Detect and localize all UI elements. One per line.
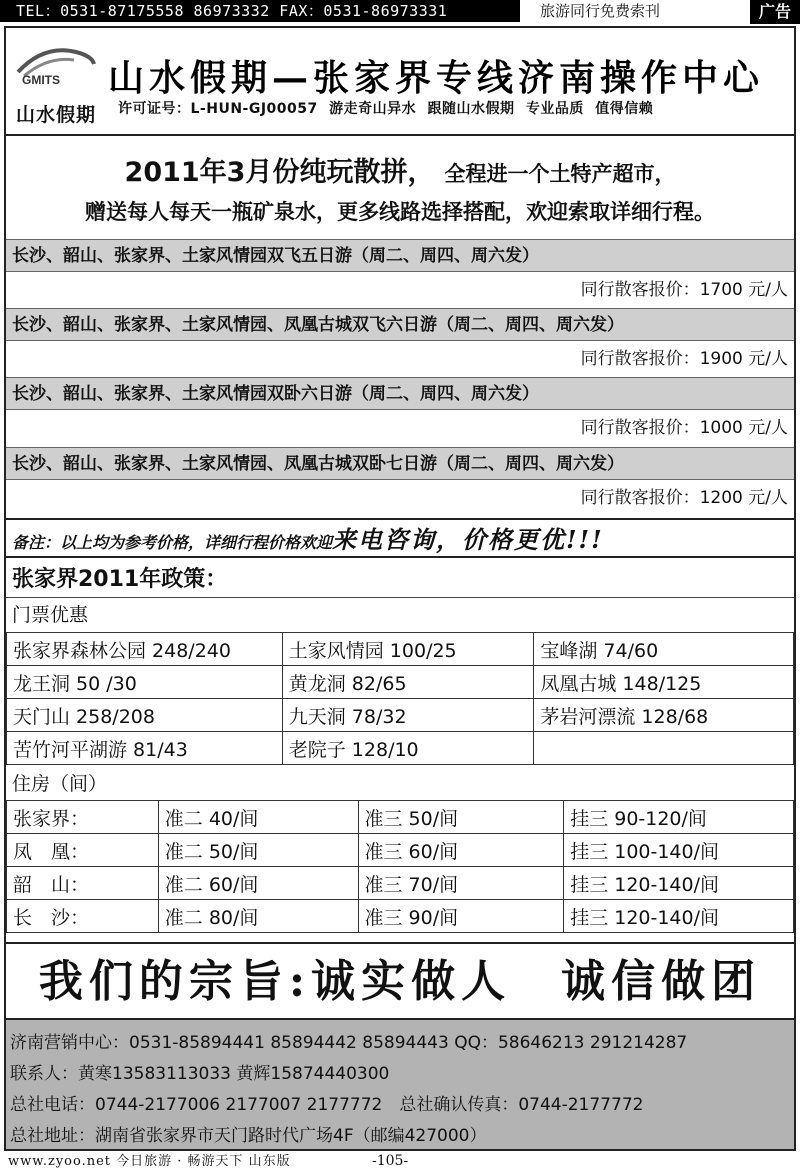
table-row — [7, 699, 794, 732]
contact-persons: 联系人：黄寒13583113033 黄辉15874440300 — [10, 1064, 390, 1084]
promo-line2: 赠送每人每天一瓶矿泉水，更多线路选择搭配，欢迎索取详细行程。 — [85, 200, 715, 224]
tour-title: 长沙、韶山、张家界、土家风情园、凤凰古城双飞六日游（周二、周四、周六发） — [6, 308, 794, 341]
housing-cell: 挂三 120-140/间 — [564, 867, 794, 900]
top-contact: TEL：0531-87175558 86973332 FAX：0531-86973331 — [0, 0, 520, 22]
hq-address: 总社地址：湖南省张家界市天门路时代广场4F（邮编427000） — [10, 1126, 487, 1146]
ticket-cell: 张家界森林公园 248/240 — [7, 633, 283, 666]
housing-city: 长 沙： — [7, 900, 159, 933]
ticket-cell: 土家风情园 100/25 — [282, 633, 534, 666]
top-slogan: 旅游同行免费索刊 — [540, 2, 661, 20]
page-number: -105- — [372, 1153, 409, 1169]
housing-cell: 准二 50/间 — [158, 834, 358, 867]
company-logo — [12, 38, 100, 126]
table-row — [7, 834, 794, 867]
company-title: 山水假期—张家界专线济南操作中心 — [108, 57, 765, 99]
housing-cell: 准三 70/间 — [358, 867, 564, 900]
motto: 我们的宗旨:诚实做人 诚信做团 — [6, 942, 794, 1018]
top-strip — [0, 0, 800, 24]
ticket-cell: 宝峰湖 74/60 — [534, 633, 794, 666]
hq-phone: 总社电话：0744-2177006 2177007 2177772 总社确认传真：0744-2177772 — [10, 1095, 644, 1115]
ticket-cell: 老院子 128/10 — [282, 732, 534, 765]
bottom-bar — [0, 1152, 800, 1171]
tickets-label: 门票优惠 — [12, 604, 89, 626]
housing-cell: 挂三 120-140/间 — [564, 900, 794, 933]
site-line: www.zyoo.net 今日旅游 · 畅游天下 山东版 — [8, 1154, 291, 1169]
tour-price: 同行散客报价：1900 元/人 — [580, 349, 788, 369]
housing-cell: 准三 60/间 — [358, 834, 564, 867]
tour-title: 长沙、韶山、张家界、土家风情园双卧六日游（周二、周四、周六发） — [6, 377, 794, 410]
footer-contact — [6, 1018, 794, 1149]
housing-table — [6, 800, 794, 933]
promo-sub: 全程进一个土特产超市， — [444, 162, 676, 186]
housing-cell: 准三 50/间 — [358, 801, 564, 834]
housing-city: 张家界： — [7, 801, 159, 834]
housing-city: 韶 山： — [7, 867, 159, 900]
ticket-cell: 九天洞 78/32 — [282, 699, 534, 732]
mountain-logo-icon — [14, 42, 96, 86]
tour-price: 同行散客报价：1200 元/人 — [580, 488, 788, 508]
housing-city: 凤 凰： — [7, 834, 159, 867]
table-row — [7, 900, 794, 933]
policy-title: 张家界2011年政策： — [6, 562, 794, 598]
housing-cell: 挂三 90-120/间 — [564, 801, 794, 834]
housing-cell: 准二 60/间 — [158, 867, 358, 900]
tour-price: 同行散客报价：1000 元/人 — [580, 418, 788, 438]
table-row — [7, 666, 794, 699]
logo-text: 山水假期 — [16, 104, 97, 126]
marketing-center: 济南营销中心：0531-85894441 85894442 85894443 QQ：58646213 291214287 — [10, 1033, 688, 1053]
promo-headline — [6, 150, 794, 189]
housing-cell: 准二 80/间 — [158, 900, 358, 933]
price-note — [6, 518, 794, 558]
ticket-cell — [534, 732, 794, 765]
license-line: 许可证号：L-HUN-GJ00057 游走奇山异水 跟随山水假期 专业品质 值得信赖 — [118, 101, 654, 117]
tour-price: 同行散客报价：1700 元/人 — [580, 280, 788, 300]
note-prefix: 备注：以上均为参考价格，详细行程价格欢迎 — [12, 533, 333, 552]
ticket-cell: 茅岩河漂流 128/68 — [534, 699, 794, 732]
housing-cell: 准三 90/间 — [358, 900, 564, 933]
svg-text:GMITS: GMITS — [22, 73, 60, 86]
housing-cell: 挂三 100-140/间 — [564, 834, 794, 867]
table-row — [7, 867, 794, 900]
table-row — [7, 732, 794, 765]
ticket-cell: 天门山 258/208 — [7, 699, 283, 732]
tickets-table — [6, 632, 794, 765]
tour-title: 长沙、韶山、张家界、土家风情园双飞五日游（周二、周四、周六发） — [6, 239, 794, 272]
ticket-cell: 黄龙洞 82/65 — [282, 666, 534, 699]
promo-main: 2011年3月份纯玩散拼， — [124, 157, 435, 188]
ticket-cell: 凤凰古城 148/125 — [534, 666, 794, 699]
ad-tag: 广告 — [750, 0, 800, 24]
note-emphasis: 来电咨询，价格更优!!! — [332, 525, 604, 554]
tour-title: 长沙、韶山、张家界、土家风情园、凤凰古城双卧七日游（周二、周四、周六发） — [6, 447, 794, 480]
housing-cell: 准二 40/间 — [158, 801, 358, 834]
ticket-cell: 苦竹河平湖游 81/43 — [7, 732, 283, 765]
ad-header — [6, 28, 794, 136]
ticket-cell: 龙王洞 50 /30 — [7, 666, 283, 699]
table-row — [7, 801, 794, 834]
table-row — [7, 633, 794, 666]
housing-label: 住房（间） — [12, 773, 108, 795]
